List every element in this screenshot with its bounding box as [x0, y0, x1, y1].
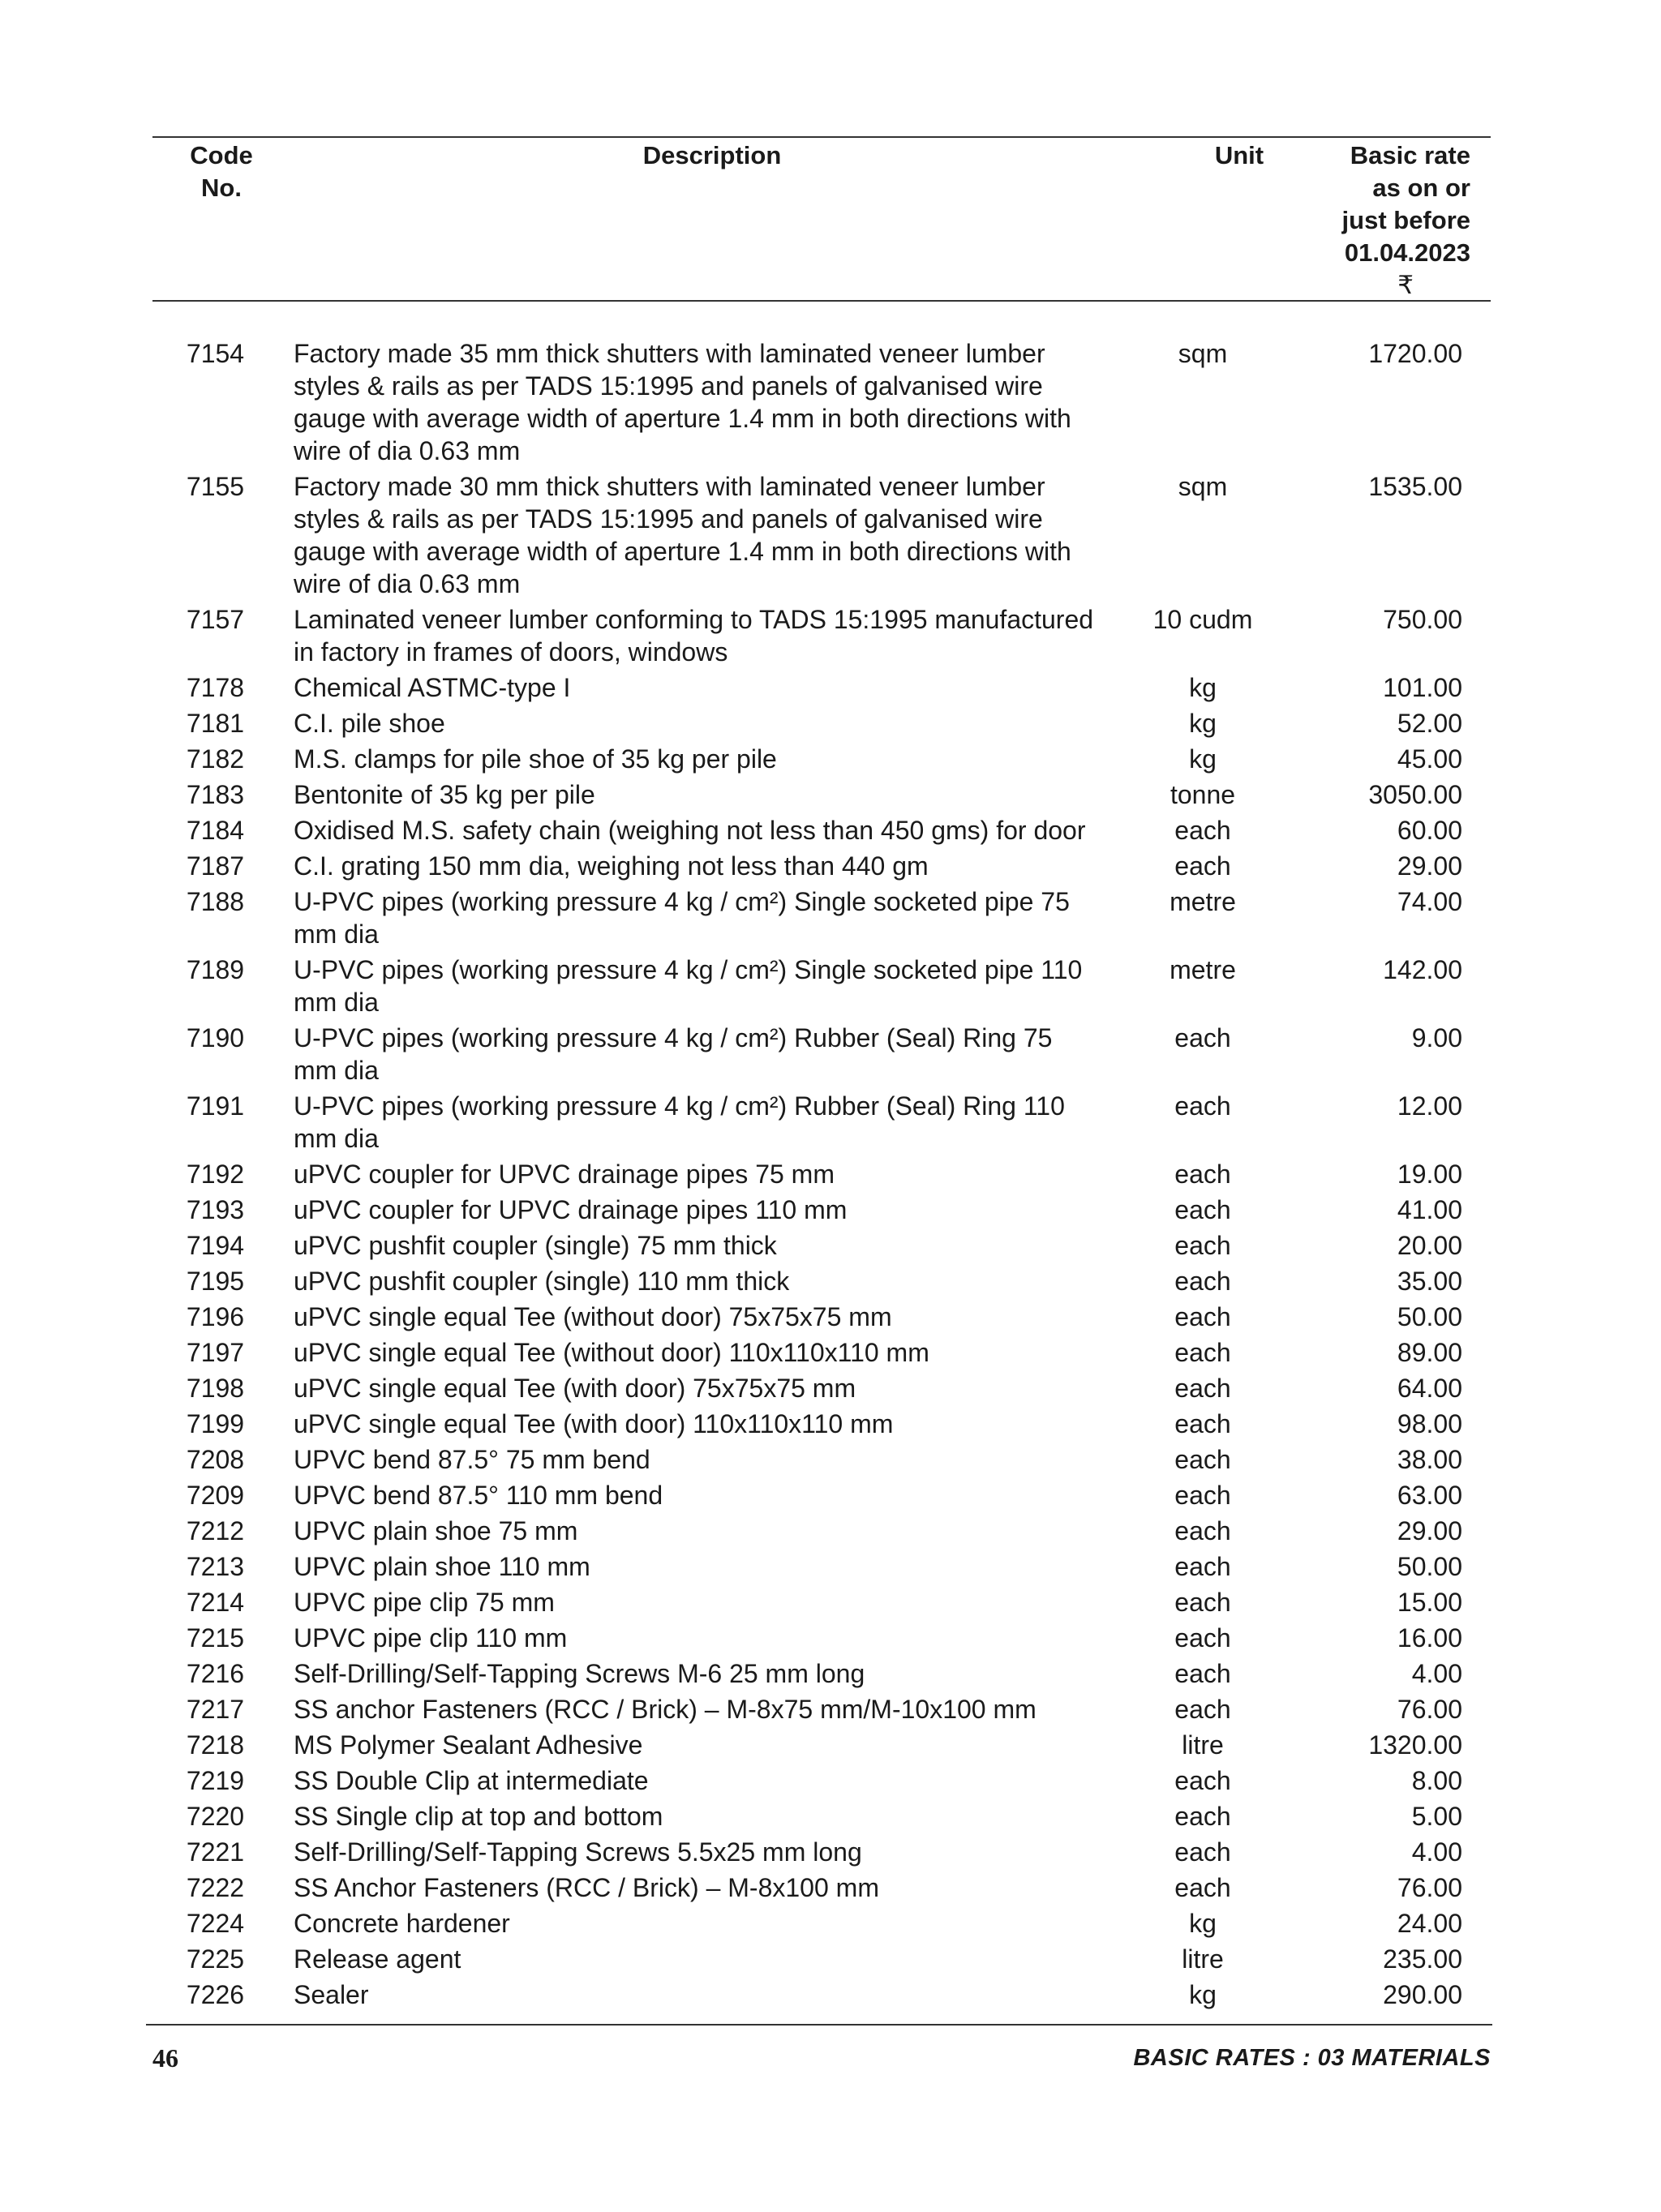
row-code: 7195: [186, 1267, 245, 1296]
table-row: [152, 1622, 1491, 1654]
description-line: UPVC pipe clip 75 mm: [294, 1588, 555, 1617]
description-line: SS Single clip at top and bottom: [294, 1802, 663, 1831]
row-description: [266, 885, 1109, 950]
row-code: 7213: [186, 1552, 245, 1581]
row-description: [266, 671, 1109, 704]
table-row: [152, 1693, 1491, 1725]
row-description: [266, 1408, 1109, 1440]
row-description: [266, 778, 1109, 811]
row-code: 7184: [186, 816, 245, 845]
row-code: 7199: [186, 1409, 245, 1438]
header-code-no: [177, 139, 266, 204]
row-rate: 20.00: [1397, 1231, 1462, 1260]
table-body: [152, 337, 1491, 2014]
row-code: 7187: [186, 851, 245, 881]
row-code: 7194: [186, 1231, 245, 1260]
description-line: Chemical ASTMC-type I: [294, 673, 571, 702]
row-code: 7190: [186, 1023, 245, 1052]
row-code: 7215: [186, 1623, 245, 1653]
row-unit: litre: [1182, 1730, 1224, 1760]
row-description: [266, 1657, 1109, 1690]
row-unit: each: [1174, 1802, 1231, 1831]
row-rate: 1320.00: [1368, 1730, 1462, 1760]
description-line: U-PVC pipes (working pressure 4 kg / cm²) Rubber (Seal) Ring 75: [294, 1023, 1053, 1052]
description-line: Bentonite of 35 kg per pile: [294, 780, 595, 809]
description-line: uPVC single equal Tee (with door) 75x75x75 mm: [294, 1374, 856, 1403]
description-line: wire of dia 0.63 mm: [294, 569, 521, 598]
header-rate-line3: just before: [1341, 206, 1470, 234]
row-code: 7178: [186, 673, 245, 702]
row-description: [266, 1194, 1109, 1226]
table-row: [152, 1443, 1491, 1476]
row-description: [266, 1586, 1109, 1618]
row-rate: 60.00: [1397, 816, 1462, 845]
row-code: 7188: [186, 887, 245, 916]
row-description: [266, 1978, 1109, 2011]
description-line: Self-Drilling/Self-Tapping Screws 5.5x25 mm long: [294, 1837, 862, 1867]
row-unit: kg: [1189, 709, 1217, 738]
row-rate: 76.00: [1397, 1873, 1462, 1902]
row-rate: 290.00: [1383, 1980, 1462, 2009]
row-code: 7154: [186, 339, 245, 368]
description-line: uPVC pushfit coupler (single) 75 mm thick: [294, 1231, 777, 1260]
header-rate-date: 01.04.2023: [1344, 238, 1470, 267]
row-description: [266, 337, 1109, 467]
row-rate: 45.00: [1397, 744, 1462, 774]
row-code: 7155: [186, 472, 245, 501]
row-unit: each: [1174, 1623, 1231, 1653]
row-description: [266, 850, 1109, 882]
row-code: 7191: [186, 1091, 245, 1121]
row-rate: 76.00: [1397, 1695, 1462, 1724]
row-code: 7209: [186, 1481, 245, 1510]
row-unit: each: [1174, 851, 1231, 881]
row-rate: 4.00: [1411, 1659, 1462, 1688]
row-code: 7183: [186, 780, 245, 809]
description-line: Laminated veneer lumber conforming to TADS 15:1995 manufactured: [294, 605, 1094, 634]
running-title: BASIC RATES : 03 MATERIALS: [1133, 2045, 1491, 2071]
row-rate: 1720.00: [1368, 339, 1462, 368]
description-line: UPVC bend 87.5° 110 mm bend: [294, 1481, 663, 1510]
row-rate: 50.00: [1397, 1552, 1462, 1581]
description-line: UPVC plain shoe 75 mm: [294, 1516, 578, 1545]
row-unit: each: [1174, 1160, 1231, 1189]
table-row: [152, 1586, 1491, 1618]
row-unit: each: [1174, 1588, 1231, 1617]
description-line: mm dia: [294, 920, 379, 949]
description-line: UPVC pipe clip 110 mm: [294, 1623, 568, 1653]
row-unit: kg: [1189, 1980, 1217, 2009]
description-line: Oxidised M.S. safety chain (weighing not less than 450 gms) for door: [294, 816, 1086, 845]
row-description: [266, 1836, 1109, 1868]
row-rate: 24.00: [1397, 1909, 1462, 1938]
row-rate: 16.00: [1397, 1623, 1462, 1653]
row-code: 7196: [186, 1302, 245, 1331]
row-rate: 63.00: [1397, 1481, 1462, 1510]
row-description: [266, 603, 1109, 668]
row-description: [266, 1550, 1109, 1583]
row-code: 7222: [186, 1873, 245, 1902]
row-rate: 235.00: [1383, 1944, 1462, 1974]
row-unit: each: [1174, 1516, 1231, 1545]
row-description: [266, 954, 1109, 1018]
row-rate: 1535.00: [1368, 472, 1462, 501]
description-line: Concrete hardener: [294, 1909, 510, 1938]
table-row: [152, 337, 1491, 467]
row-description: [266, 707, 1109, 739]
row-description: [266, 1229, 1109, 1262]
row-unit: each: [1174, 1837, 1231, 1867]
row-description: [266, 1693, 1109, 1725]
row-description: [266, 1871, 1109, 1904]
row-unit: sqm: [1178, 472, 1228, 501]
description-line: UPVC plain shoe 110 mm: [294, 1552, 590, 1581]
table-row: [152, 850, 1491, 882]
description-line: uPVC coupler for UPVC drainage pipes 75 mm: [294, 1160, 835, 1189]
table-row: [152, 1265, 1491, 1297]
row-description: [266, 1622, 1109, 1654]
row-code: 7182: [186, 744, 245, 774]
row-rate: 89.00: [1397, 1338, 1462, 1367]
row-code: 7220: [186, 1802, 245, 1831]
table-row: [152, 1729, 1491, 1761]
row-description: [266, 1443, 1109, 1476]
table-row: [152, 1336, 1491, 1369]
row-description: [266, 1479, 1109, 1511]
row-rate: 4.00: [1411, 1837, 1462, 1867]
header-description: Description: [642, 141, 782, 169]
table-row: [152, 1836, 1491, 1868]
row-description: [266, 1907, 1109, 1940]
description-line: SS Anchor Fasteners (RCC / Brick) – M-8x100 mm: [294, 1873, 879, 1902]
row-unit: each: [1174, 1091, 1231, 1121]
table-row: [152, 1301, 1491, 1333]
row-rate: 19.00: [1397, 1160, 1462, 1189]
description-line: UPVC bend 87.5° 75 mm bend: [294, 1445, 650, 1474]
row-rate: 9.00: [1411, 1023, 1462, 1052]
row-rate: 35.00: [1397, 1267, 1462, 1296]
description-line: Self-Drilling/Self-Tapping Screws M-6 25 mm long: [294, 1659, 865, 1688]
row-code: 7226: [186, 1980, 245, 2009]
row-unit: each: [1174, 1766, 1231, 1795]
table-row: [152, 1978, 1491, 2011]
row-unit: each: [1174, 1552, 1231, 1581]
row-code: 7216: [186, 1659, 245, 1688]
row-description: [266, 1372, 1109, 1404]
row-description: [266, 470, 1109, 600]
row-code: 7224: [186, 1909, 245, 1938]
description-line: gauge with average width of aperture 1.4 mm in both directions with: [294, 537, 1071, 566]
description-line: styles & rails as per TADS 15:1995 and panels of galvanised wire: [294, 371, 1043, 401]
row-unit: each: [1174, 1374, 1231, 1403]
row-unit: kg: [1189, 1909, 1217, 1938]
row-unit: each: [1174, 1481, 1231, 1510]
row-code: 7197: [186, 1338, 245, 1367]
description-line: uPVC single equal Tee (without door) 75x75x75 mm: [294, 1302, 892, 1331]
table-top-rule: [152, 136, 1491, 138]
row-description: [266, 743, 1109, 775]
table-row: [152, 1550, 1491, 1583]
header-basic-rate: [1320, 139, 1470, 302]
header-rate-line2: as on or: [1372, 174, 1470, 202]
table-row: [152, 603, 1491, 668]
table-row: [152, 1372, 1491, 1404]
description-line: uPVC coupler for UPVC drainage pipes 110 mm: [294, 1195, 848, 1224]
row-code: 7157: [186, 605, 245, 634]
table-row: [152, 1408, 1491, 1440]
row-description: [266, 1301, 1109, 1333]
description-line: gauge with average width of aperture 1.4 mm in both directions with: [294, 404, 1071, 433]
description-line: C.I. grating 150 mm dia, weighing not less than 440 gm: [294, 851, 929, 881]
description-line: Factory made 30 mm thick shutters with laminated veneer lumber: [294, 472, 1045, 501]
header-code-line2: No.: [201, 174, 242, 202]
row-unit: each: [1174, 1409, 1231, 1438]
description-line: C.I. pile shoe: [294, 709, 445, 738]
table-row: [152, 1158, 1491, 1190]
description-line: SS anchor Fasteners (RCC / Brick) – M-8x75 mm/M-10x100 mm: [294, 1695, 1037, 1724]
row-unit: each: [1174, 1195, 1231, 1224]
row-unit: each: [1174, 816, 1231, 845]
description-line: U-PVC pipes (working pressure 4 kg / cm²) Rubber (Seal) Ring 110: [294, 1091, 1065, 1121]
description-line: U-PVC pipes (working pressure 4 kg / cm²) Single socketed pipe 110: [294, 955, 1083, 984]
row-rate: 38.00: [1397, 1445, 1462, 1474]
row-code: 7192: [186, 1160, 245, 1189]
row-rate: 101.00: [1383, 673, 1462, 702]
row-unit: each: [1174, 1695, 1231, 1724]
row-unit: each: [1174, 1445, 1231, 1474]
row-description: [266, 1729, 1109, 1761]
row-rate: 142.00: [1383, 955, 1462, 984]
row-code: 7212: [186, 1516, 245, 1545]
row-rate: 41.00: [1397, 1195, 1462, 1224]
description-line: mm dia: [294, 988, 379, 1017]
description-line: in factory in frames of doors, windows: [294, 637, 728, 667]
table-row: [152, 1194, 1491, 1226]
row-unit: metre: [1170, 887, 1236, 916]
table-row: [152, 885, 1491, 950]
row-rate: 52.00: [1397, 709, 1462, 738]
row-code: 7219: [186, 1766, 245, 1795]
table-bottom-rule: [146, 2024, 1492, 2026]
row-code: 7189: [186, 955, 245, 984]
row-unit: 10 cudm: [1152, 605, 1253, 634]
row-description: [266, 814, 1109, 847]
table-row: [152, 1090, 1491, 1155]
table-row: [152, 1800, 1491, 1833]
row-description: [266, 1265, 1109, 1297]
description-line: mm dia: [294, 1056, 379, 1085]
row-rate: 750.00: [1383, 605, 1462, 634]
table-row: [152, 954, 1491, 1018]
table-row: [152, 470, 1491, 600]
table-row: [152, 671, 1491, 704]
page-footer: [152, 2043, 1491, 2082]
description-line: mm dia: [294, 1124, 379, 1153]
row-code: 7218: [186, 1730, 245, 1760]
row-description: [266, 1764, 1109, 1797]
row-unit: each: [1174, 1267, 1231, 1296]
description-line: Release agent: [294, 1944, 461, 1974]
table-row: [152, 707, 1491, 739]
row-code: 7221: [186, 1837, 245, 1867]
row-description: [266, 1336, 1109, 1369]
row-unit: kg: [1189, 744, 1217, 774]
row-code: 7217: [186, 1695, 245, 1724]
row-description: [266, 1022, 1109, 1087]
row-unit: each: [1174, 1023, 1231, 1052]
row-unit: tonne: [1170, 780, 1236, 809]
description-line: styles & rails as per TADS 15:1995 and panels of galvanised wire: [294, 504, 1043, 534]
row-code: 7198: [186, 1374, 245, 1403]
description-line: uPVC single equal Tee (with door) 110x110x110 mm: [294, 1409, 894, 1438]
table-header: [152, 139, 1491, 298]
description-line: uPVC pushfit coupler (single) 110 mm thick: [294, 1267, 790, 1296]
row-rate: 8.00: [1411, 1766, 1462, 1795]
description-line: wire of dia 0.63 mm: [294, 436, 521, 465]
table-row: [152, 1022, 1491, 1087]
row-unit: each: [1174, 1231, 1231, 1260]
table-row: [152, 1871, 1491, 1904]
row-rate: 12.00: [1397, 1091, 1462, 1121]
header-rate-line1: Basic rate: [1350, 141, 1470, 169]
row-rate: 74.00: [1397, 887, 1462, 916]
row-description: [266, 1800, 1109, 1833]
row-code: 7181: [186, 709, 245, 738]
table-row: [152, 1764, 1491, 1797]
row-code: 7225: [186, 1944, 245, 1974]
table-header-rule: [152, 300, 1491, 302]
row-rate: 3050.00: [1368, 780, 1462, 809]
table-row: [152, 1907, 1491, 1940]
table-row: [152, 1229, 1491, 1262]
row-rate: 64.00: [1397, 1374, 1462, 1403]
description-line: M.S. clamps for pile shoe of 35 kg per pile: [294, 744, 777, 774]
description-line: SS Double Clip at intermediate: [294, 1766, 649, 1795]
row-code: 7208: [186, 1445, 245, 1474]
row-rate: 29.00: [1397, 851, 1462, 881]
table-row: [152, 1943, 1491, 1975]
row-rate: 98.00: [1397, 1409, 1462, 1438]
rupee-symbol: ₹: [1397, 271, 1414, 299]
row-rate: 50.00: [1397, 1302, 1462, 1331]
row-unit: each: [1174, 1302, 1231, 1331]
description-line: MS Polymer Sealant Adhesive: [294, 1730, 643, 1760]
row-unit: litre: [1182, 1944, 1224, 1974]
row-code: 7214: [186, 1588, 245, 1617]
row-description: [266, 1943, 1109, 1975]
description-line: U-PVC pipes (working pressure 4 kg / cm²) Single socketed pipe 75: [294, 887, 1070, 916]
row-description: [266, 1158, 1109, 1190]
row-unit: kg: [1189, 673, 1217, 702]
row-unit: sqm: [1178, 339, 1228, 368]
row-unit: each: [1174, 1873, 1231, 1902]
table-row: [152, 743, 1491, 775]
row-rate: 29.00: [1397, 1516, 1462, 1545]
description-line: uPVC single equal Tee (without door) 110x110x110 mm: [294, 1338, 929, 1367]
row-unit: metre: [1170, 955, 1236, 984]
table-row: [152, 1515, 1491, 1547]
table-row: [152, 1657, 1491, 1690]
header-code-line1: Code: [190, 141, 253, 169]
row-code: 7193: [186, 1195, 245, 1224]
row-unit: each: [1174, 1659, 1231, 1688]
table-row: [152, 1479, 1491, 1511]
page-number: 46: [152, 2043, 178, 2073]
table-row: [152, 814, 1491, 847]
description-line: Sealer: [294, 1980, 369, 2009]
row-rate: 15.00: [1397, 1588, 1462, 1617]
header-unit: Unit: [1214, 141, 1264, 169]
description-line: Factory made 35 mm thick shutters with laminated veneer lumber: [294, 339, 1045, 368]
row-unit: each: [1174, 1338, 1231, 1367]
table-row: [152, 778, 1491, 811]
row-rate: 5.00: [1411, 1802, 1462, 1831]
row-description: [266, 1515, 1109, 1547]
row-description: [266, 1090, 1109, 1155]
